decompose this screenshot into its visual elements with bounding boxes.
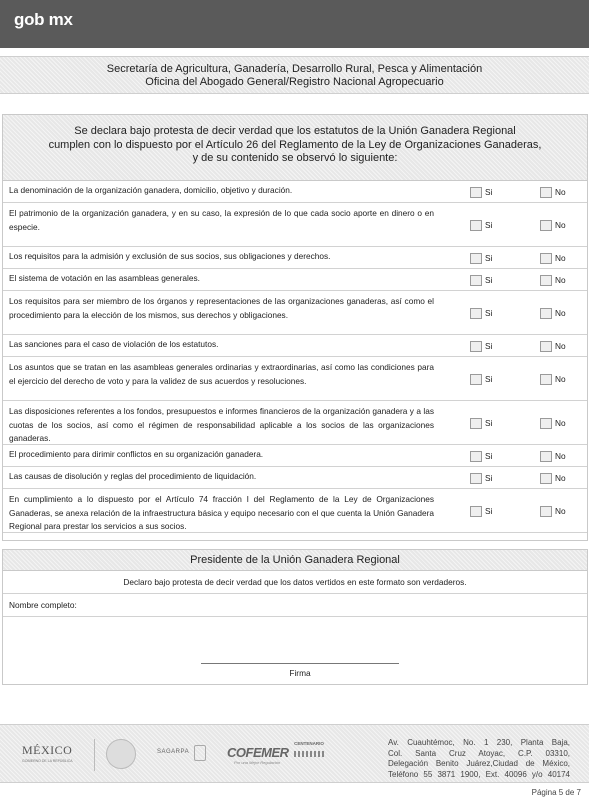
checklist-row	[3, 269, 587, 291]
president-title: Presidente de la Unión Ganadera Regional	[3, 550, 587, 571]
footer-logos	[14, 737, 374, 773]
checkbox-no[interactable]	[540, 187, 552, 198]
checkbox-no[interactable]	[540, 506, 552, 517]
option-yes[interactable]	[470, 340, 492, 354]
full-name-field[interactable]: Nombre completo:	[3, 594, 587, 617]
option-no-label: No	[555, 275, 566, 285]
option-no-label: No	[555, 473, 566, 483]
checkbox-yes[interactable]	[470, 187, 482, 198]
checkbox-yes[interactable]	[470, 451, 482, 462]
option-no-label: No	[555, 308, 566, 318]
checkbox-no[interactable]	[540, 253, 552, 264]
checklist-item-text: Los requisitos para ser miembro de los órganos y representaciones de las organizaciones ganaderas, así como el procedimiento para la elección de los mismos, sus derechos y obligaciones.	[9, 296, 434, 320]
checkbox-no[interactable]	[540, 308, 552, 319]
checklist-item-text: Los asuntos que se tratan en las asambleas generales ordinarias y extraordinarias, así como las condiciones para el ejercicio del derecho de voto y para la validez de sus acuerdos y resoluciones.	[9, 362, 434, 386]
mexico-logo-sub: GOBIERNO DE LA REPÚBLICA	[22, 759, 73, 763]
option-yes[interactable]	[470, 219, 492, 233]
checklist-item-text: La denominación de la organización ganadera, domicilio, objetivo y duración.	[9, 185, 293, 195]
footer	[0, 724, 589, 783]
option-yes-label: Si	[485, 187, 493, 197]
option-no[interactable]	[540, 505, 566, 519]
office-name: Oficina del Abogado General/Registro Nacional Agropecuario	[145, 75, 444, 88]
checklist-row	[3, 203, 587, 247]
option-no[interactable]	[540, 252, 566, 266]
option-no[interactable]	[540, 417, 566, 431]
option-yes-label: Si	[485, 220, 493, 230]
checklist-row	[3, 401, 587, 445]
top-bar	[0, 0, 589, 48]
address-block	[388, 738, 570, 780]
cofemer-tagline: Por una Mejor Regulación	[234, 760, 281, 765]
centenario-emblem-icon	[294, 751, 324, 757]
intro-line-2: cumplen con lo dispuesto por el Artículo 26 del Reglamento de la Ley de Organizaciones Ganaderas,	[48, 138, 542, 151]
checkbox-yes[interactable]	[470, 341, 482, 352]
declaration-form	[2, 114, 588, 541]
checkbox-yes[interactable]	[470, 308, 482, 319]
national-seal-icon	[106, 739, 136, 769]
option-no[interactable]	[540, 373, 566, 387]
checkbox-yes[interactable]	[470, 220, 482, 231]
option-yes-label: Si	[485, 473, 493, 483]
option-no-label: No	[555, 187, 566, 197]
cofemer-logo: COFEMER	[227, 745, 289, 760]
document-header	[0, 56, 589, 94]
option-yes-label: Si	[485, 275, 493, 285]
intro-line-3: y de su contenido se observó lo siguiente:	[192, 152, 398, 164]
option-yes-label: Si	[485, 451, 493, 461]
option-no[interactable]	[540, 450, 566, 464]
checklist-item-text: Las causas de disolución y reglas del procedimiento de liquidación.	[9, 471, 257, 481]
option-yes-label: Si	[485, 374, 493, 384]
checkbox-no[interactable]	[540, 374, 552, 385]
intro-line-1: Se declara bajo protesta de decir verdad que los estatutos de la Unión Ganadera Regional	[74, 125, 516, 137]
checkbox-no[interactable]	[540, 341, 552, 352]
president-declaration: Declaro bajo protesta de decir verdad que los datos vertidos en este formato son verdaderos.	[3, 571, 587, 594]
checkbox-no[interactable]	[540, 220, 552, 231]
page-number: Página 5 de 7	[531, 788, 581, 797]
option-yes-label: Si	[485, 341, 493, 351]
sagarpa-emblem-icon	[194, 745, 206, 761]
form-intro	[3, 115, 587, 181]
checklist-item-text: Los requisitos para la admisión y exclusión de sus socios, sus obligaciones y derechos.	[9, 251, 331, 261]
option-yes[interactable]	[470, 472, 492, 486]
checklist-row	[3, 357, 587, 401]
option-no-label: No	[555, 253, 566, 263]
centenario-logo: CENTENARIO	[294, 741, 324, 746]
checklist-item-text: El sistema de votación en las asambleas generales.	[9, 273, 200, 283]
option-yes-label: Si	[485, 418, 493, 428]
ministry-name: Secretaría de Agricultura, Ganadería, Desarrollo Rural, Pesca y Alimentación	[106, 63, 483, 75]
checklist-item-text: Las sanciones para el caso de violación de los estatutos.	[9, 339, 219, 349]
option-no[interactable]	[540, 219, 566, 233]
option-no-label: No	[555, 451, 566, 461]
option-no-label: No	[555, 341, 566, 351]
checklist-row	[3, 489, 587, 533]
option-no-label: No	[555, 418, 566, 428]
address-line: Delegación Benito Juárez,Ciudad de México,	[388, 759, 570, 768]
option-yes[interactable]	[470, 505, 492, 519]
checkbox-yes[interactable]	[470, 253, 482, 264]
mexico-logo: MÉXICO	[22, 743, 73, 757]
signature-label: Firma	[289, 668, 311, 678]
option-no[interactable]	[540, 274, 566, 288]
option-no[interactable]	[540, 472, 566, 486]
checklist-row	[3, 181, 587, 203]
checkbox-no[interactable]	[540, 473, 552, 484]
checkbox-yes[interactable]	[470, 506, 482, 517]
checkbox-no[interactable]	[540, 275, 552, 286]
option-yes[interactable]	[470, 450, 492, 464]
checklist-row	[3, 291, 587, 335]
address-line: Teléfono 55 3871 1900, Ext. 40096 y/o 40174	[388, 769, 570, 779]
checkbox-no[interactable]	[540, 451, 552, 462]
option-yes-label: Si	[485, 308, 493, 318]
checklist-item-text: El patrimonio de la organización ganadera, y en su caso, la expresión de lo que cada socio aporte en dinero o en especie.	[9, 208, 434, 232]
checkbox-yes[interactable]	[470, 374, 482, 385]
checklist-row	[3, 467, 587, 489]
checkbox-yes[interactable]	[470, 418, 482, 429]
checkbox-yes[interactable]	[470, 275, 482, 286]
option-yes-label: Si	[485, 253, 493, 263]
checklist-row	[3, 247, 587, 269]
option-no-label: No	[555, 506, 566, 516]
gobmx-logo: gob mx	[14, 10, 73, 29]
option-yes[interactable]	[470, 373, 492, 387]
address-line: Av. Cuauhtémoc, No. 1 230, Planta Baja,	[388, 738, 570, 747]
option-yes[interactable]	[470, 274, 492, 288]
option-yes[interactable]	[470, 252, 492, 266]
option-no[interactable]	[540, 307, 566, 321]
option-no[interactable]	[540, 340, 566, 354]
president-section	[2, 549, 588, 685]
checklist-item-text: El procedimiento para dirimir conflictos en su organización ganadera.	[9, 449, 264, 459]
divider	[94, 739, 95, 771]
option-yes[interactable]	[470, 186, 492, 200]
signature-line[interactable]	[201, 663, 399, 664]
checkbox-no[interactable]	[540, 418, 552, 429]
option-no-label: No	[555, 220, 566, 230]
checklist-row	[3, 445, 587, 467]
checklist-item-text: Las disposiciones referentes a los fondos, presupuestos e informes financieros de la organización ganadera y a las cuotas de los socios, así como el régimen de responsabilidad aplicable a los socios de las organizaciones ganaderas.	[9, 406, 434, 443]
checklist-row	[3, 335, 587, 357]
option-yes[interactable]	[470, 417, 492, 431]
option-no-label: No	[555, 374, 566, 384]
sagarpa-logo: SAGARPA	[157, 749, 190, 755]
option-no[interactable]	[540, 186, 566, 200]
checkbox-yes[interactable]	[470, 473, 482, 484]
address-line: Col. Santa Cruz Atoyac, C.P. 03310,	[388, 748, 570, 758]
checklist-item-text: En cumplimiento a lo dispuesto por el Artículo 74 fracción I del Reglamento de la Ley de Organizaciones Ganaderas, se anexa relación de la infraestructura básica y equipo necesario con el que cuenta la Unión Ganadera Regional para prestar los servicios a sus socios.	[9, 494, 434, 531]
option-yes[interactable]	[470, 307, 492, 321]
option-yes-label: Si	[485, 506, 493, 516]
